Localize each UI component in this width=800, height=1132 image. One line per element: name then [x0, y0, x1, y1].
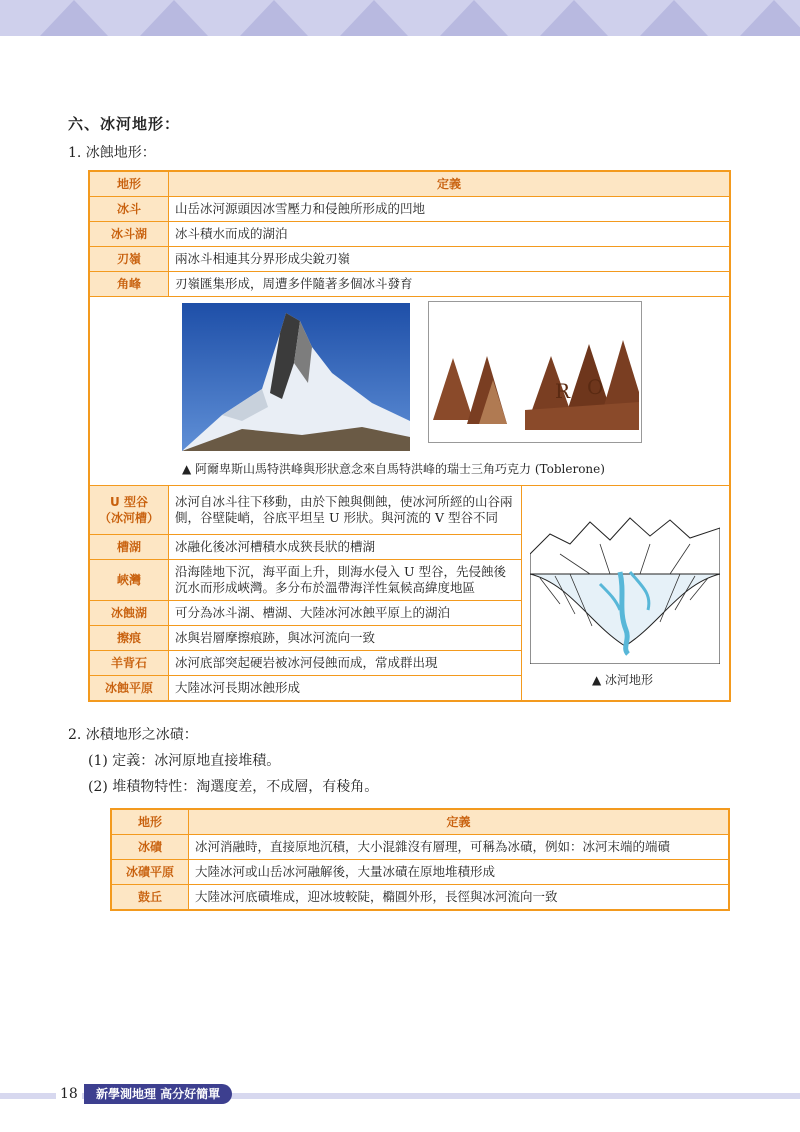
deposition-table: [110, 808, 730, 911]
matterhorn-photo: [182, 303, 410, 451]
section-title: 六、冰河地形：: [68, 115, 181, 133]
header-definition: 定義: [169, 171, 731, 197]
term-cell: 刃嶺: [89, 247, 169, 272]
term-line: U 型谷: [110, 495, 148, 509]
glacier-diagram: [530, 514, 720, 664]
definition-cell: 山岳冰河源頭因冰雪壓力和侵蝕所形成的凹地: [169, 197, 731, 222]
term-cell: 角峰: [89, 272, 169, 297]
table-row: [111, 885, 729, 911]
photo-row: [89, 297, 730, 486]
header-decoration: [740, 0, 800, 36]
table-row: [111, 835, 729, 860]
term-cell: 冰蝕湖: [89, 601, 169, 626]
definition-cell: 冰與岩層摩擦痕跡，與冰河流向一致: [169, 626, 522, 651]
toblerone-photo: [428, 301, 642, 443]
table-row: [111, 860, 729, 885]
diagram-cell: [522, 486, 731, 702]
deposition-item: (1) 定義：冰河原地直接堆積。: [88, 753, 281, 769]
term-cell: [89, 486, 169, 535]
term-cell: 擦痕: [89, 626, 169, 651]
header-decoration: [140, 0, 208, 36]
definition-cell: 冰河底部突起硬岩被冰河侵蝕而成，常成群出現: [169, 651, 522, 676]
header-decoration: [640, 0, 708, 36]
book-title: 新學測地理 高分好簡單: [84, 1084, 232, 1104]
diagram-caption: ▲ 冰河地形: [592, 673, 654, 687]
header-term: 地形: [89, 171, 169, 197]
photo-cell: [89, 297, 730, 486]
toblerone-letter: O: [587, 375, 604, 399]
erosion-table: [88, 170, 731, 702]
table-row: [89, 197, 730, 222]
term-line: （冰河槽）: [98, 511, 159, 525]
term-cell: 鼓丘: [111, 885, 189, 911]
definition-cell: 大陸冰河底磧堆成，迎冰坡較陡，橢圓外形，長徑與冰河流向一致: [189, 885, 730, 911]
definition-cell: 可分為冰斗湖、槽湖、大陸冰河冰蝕平原上的湖泊: [169, 601, 522, 626]
term-cell: 峽灣: [89, 560, 169, 601]
toblerone-letter: R: [555, 379, 571, 403]
header-decoration: [540, 0, 608, 36]
term-cell: 槽湖: [89, 535, 169, 560]
definition-cell: 大陸冰河長期冰蝕形成: [169, 676, 522, 702]
definition-cell: 冰融化後冰河槽積水成狹長狀的槽湖: [169, 535, 522, 560]
definition-cell: 刃嶺匯集形成，周遭多伴隨著多個冰斗發育: [169, 272, 731, 297]
term-cell: 冰斗湖: [89, 222, 169, 247]
header-term: 地形: [111, 809, 189, 835]
term-cell: 羊背石: [89, 651, 169, 676]
term-cell: 冰蝕平原: [89, 676, 169, 702]
definition-cell: 沿海陸地下沉，海平面上升，則海水侵入 U 型谷，先侵蝕後沉水而形成峽灣。多分布於溫帶海洋性氣候高緯度地區: [169, 560, 522, 601]
table-header-row: [89, 171, 730, 197]
definition-cell: 兩冰斗相連其分界形成尖銳刃嶺: [169, 247, 731, 272]
table-row: [89, 272, 730, 297]
erosion-title: 1. 冰蝕地形：: [68, 145, 156, 161]
page-number: 18: [56, 1086, 82, 1102]
term-cell: 冰磧平原: [111, 860, 189, 885]
header-decoration: [340, 0, 408, 36]
deposition-title: 2. 冰積地形之冰磧：: [68, 727, 198, 743]
header-decoration: [40, 0, 108, 36]
header-definition: 定義: [189, 809, 730, 835]
definition-cell: 冰河消融時，直接原地沉積，大小混雜沒有層理，可稱為冰磧，例如：冰河末端的端磧: [189, 835, 730, 860]
table-row: [89, 222, 730, 247]
definition-cell: 大陸冰河或山岳冰河融解後，大量冰磧在原地堆積形成: [189, 860, 730, 885]
header-decoration: [240, 0, 308, 36]
table-row: [89, 247, 730, 272]
photo-caption: ▲ 阿爾卑斯山馬特洪峰與形狀意念來自馬特洪峰的瑞士三角巧克力 (Toblerone): [182, 462, 605, 476]
term-cell: 冰磧: [111, 835, 189, 860]
deposition-item: (2) 堆積物特性：淘選度差，不成層，有稜角。: [88, 779, 379, 795]
header-band: [0, 0, 800, 36]
header-decoration: [440, 0, 508, 36]
definition-cell: 冰河自冰斗往下移動，由於下蝕與側蝕，使冰河所經的山谷兩側，谷壁陡峭，谷底平坦呈 U 形狀。與河流的 V 型谷不同: [169, 486, 522, 535]
table-header-row: [111, 809, 729, 835]
term-cell: 冰斗: [89, 197, 169, 222]
definition-cell: 冰斗積水而成的湖泊: [169, 222, 731, 247]
table-row: [89, 486, 730, 535]
